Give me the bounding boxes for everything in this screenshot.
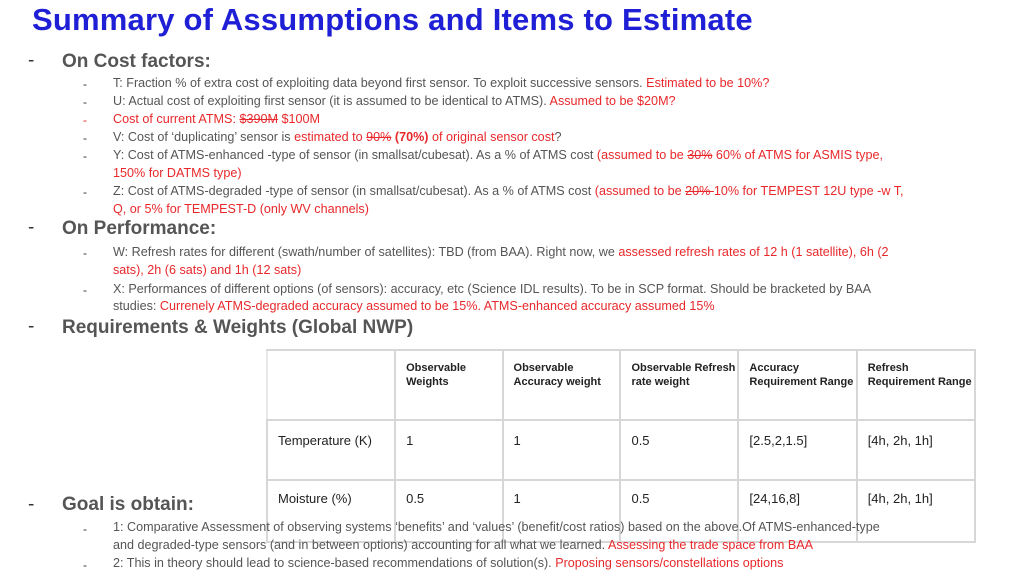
table-cell: Temperature (K) bbox=[267, 420, 395, 480]
bullet-x: - bbox=[83, 283, 87, 297]
bullet-goal: - bbox=[28, 494, 35, 515]
item-goal-1-cont: and degraded-type sensors (and in between options) accounting for all what we learned. Assessing the trade space from BAA bbox=[113, 538, 814, 552]
bullet-goal-1: - bbox=[83, 522, 87, 536]
table-header-cell: Observable Accuracy weight bbox=[503, 350, 621, 420]
item-goal-1: 1: Comparative Assessment of observing systems ‘benefits’ and ‘values’ (benefit/cost ratios) based on the above.Of ATMS-enhanced-type bbox=[113, 520, 880, 534]
table-header-cell: Refresh Requirement Range bbox=[857, 350, 975, 420]
item-x-cont: studies: Currenely ATMS-degraded accuracy assumed to be 15%. ATMS-enhanced accuracy assumed 15% bbox=[113, 299, 715, 313]
table-cell: [24,16,8] bbox=[738, 480, 856, 542]
heading-goal: Goal is obtain: bbox=[62, 494, 194, 515]
bullet-performance: - bbox=[28, 217, 35, 238]
table-cell: 0.5 bbox=[620, 480, 738, 542]
bullet-u: - bbox=[83, 95, 87, 109]
table-cell: 0.5 bbox=[395, 480, 502, 542]
slide-title: Summary of Assumptions and Items to Estimate bbox=[32, 2, 753, 37]
bullet-goal-2: - bbox=[83, 558, 87, 572]
bullet-y: - bbox=[83, 149, 87, 163]
heading-performance: On Performance: bbox=[62, 218, 217, 239]
item-w-cont: sats), 2h (6 sats) and 1h (12 sats) bbox=[113, 263, 302, 277]
item-goal-2: 2: This in theory should lead to science-based recommendations of solution(s). Proposing sensors/constellations options bbox=[113, 556, 784, 570]
bullet-v: - bbox=[83, 131, 87, 145]
item-u: U: Actual cost of exploiting first sensor (it is assumed to be identical to ATMS). Assumed to be $20M? bbox=[113, 94, 676, 108]
item-x: X: Performances of different options (of sensors): accuracy, etc (Science IDL results). To be in SCP format. Should be bracketed by BAA bbox=[113, 282, 872, 296]
heading-requirements: Requirements & Weights (Global NWP) bbox=[62, 317, 414, 338]
table-cell: [4h, 2h, 1h] bbox=[857, 420, 975, 480]
item-y: Y: Cost of ATMS-enhanced -type of sensor (in smallsat/cubesat). As a % of ATMS cost (assumed to be 30% 60% of ATMS for ASMIS type, bbox=[113, 148, 883, 162]
table-cell: 1 bbox=[503, 480, 621, 542]
bullet-z: - bbox=[83, 185, 87, 199]
table-header-cell: Observable Refresh rate weight bbox=[620, 350, 738, 420]
item-t: T: Fraction % of extra cost of exploiting data beyond first sensor. To exploit successive sensors. Estimated to be 10%? bbox=[113, 76, 770, 90]
table-cell: 1 bbox=[503, 420, 621, 480]
bullet-atms: - bbox=[83, 113, 87, 127]
item-atms-cost: Cost of current ATMS: $390M $100M bbox=[113, 112, 320, 126]
table-cell: [4h, 2h, 1h] bbox=[857, 480, 975, 542]
bullet-cost: - bbox=[28, 50, 35, 71]
item-z-cont: Q, or 5% for TEMPEST-D (only WV channels) bbox=[113, 202, 369, 216]
table-header-row bbox=[267, 350, 975, 420]
bullet-w: - bbox=[83, 246, 87, 260]
table-cell: 0.5 bbox=[620, 420, 738, 480]
table-row bbox=[267, 420, 975, 480]
item-w: W: Refresh rates for different (swath/number of satellites): TBD (from BAA). Right now, we assessed refresh rates of 12 h (1 satellite), 6h (2 bbox=[113, 245, 889, 259]
table-header-cell bbox=[267, 350, 395, 420]
table-cell: 1 bbox=[395, 420, 502, 480]
table-header-cell: Observable Weights bbox=[395, 350, 502, 420]
bullet-t: - bbox=[83, 77, 87, 91]
table-cell: Moisture (%) bbox=[267, 480, 395, 542]
item-z: Z: Cost of ATMS-degraded -type of sensor (in smallsat/cubesat). As a % of ATMS cost (assumed to be 20% 10% for TEMPEST 12U type -w T, bbox=[113, 184, 904, 198]
bullet-requirements: - bbox=[28, 316, 35, 337]
table-cell: [2.5,2,1.5] bbox=[738, 420, 856, 480]
item-y-cont: 150% for DATMS type) bbox=[113, 166, 242, 180]
heading-cost-factors: On Cost factors: bbox=[62, 51, 211, 72]
item-v: V: Cost of ‘duplicating’ sensor is estimated to 90% (70%) of original sensor cost? bbox=[113, 130, 562, 144]
requirements-table bbox=[266, 349, 976, 543]
table-header-cell: Accuracy Requirement Range bbox=[738, 350, 856, 420]
